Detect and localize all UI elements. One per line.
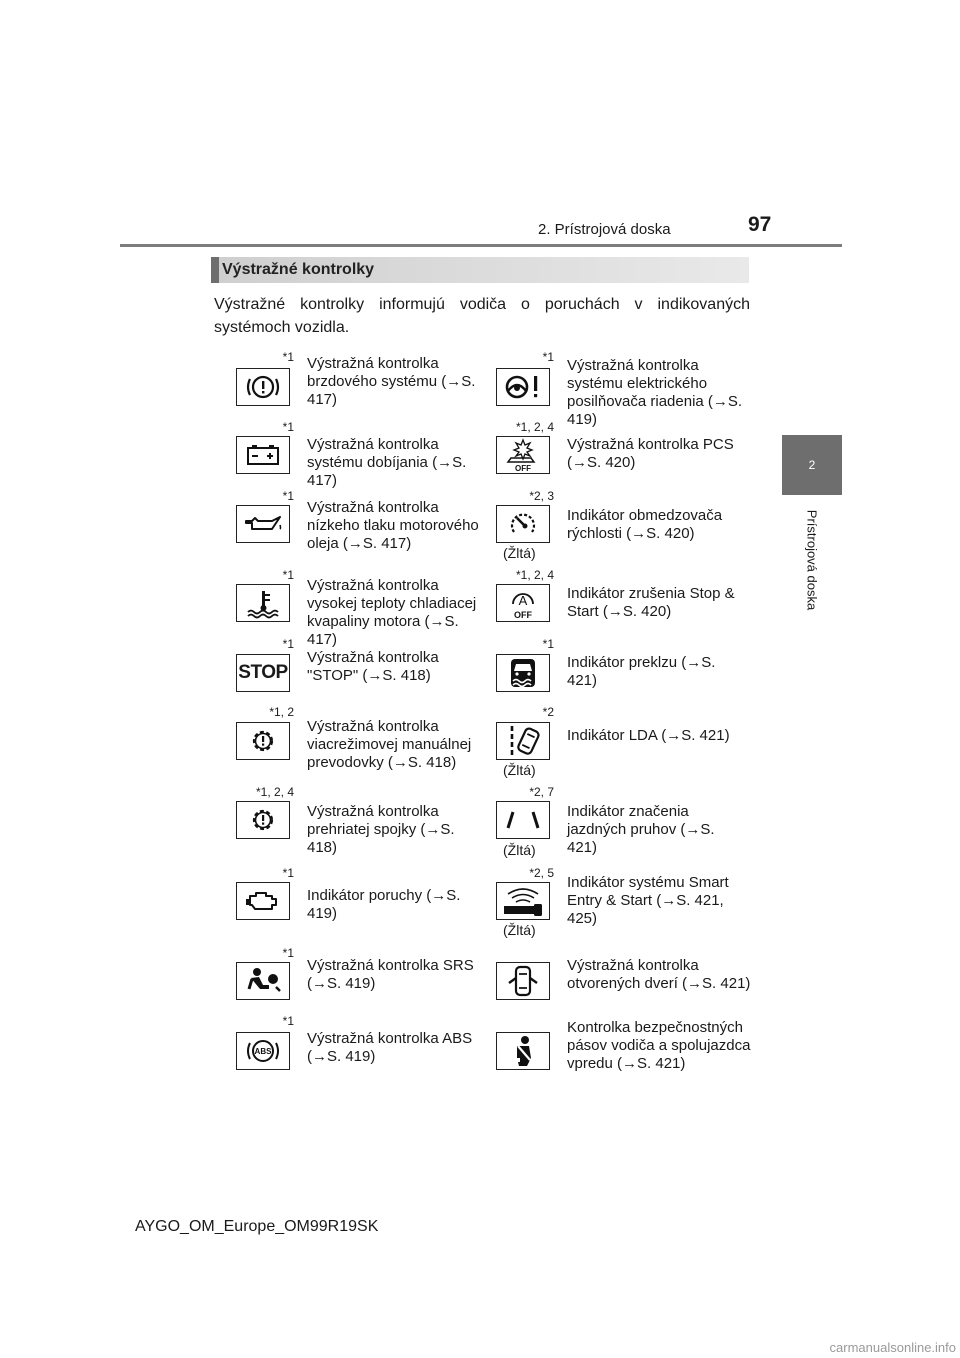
check-engine-icon: [236, 882, 290, 920]
item-description: Výstražná kontrolka systému elektrického posilňovača riadenia (→S. 419): [567, 357, 743, 428]
footnote-ref: *1: [282, 489, 294, 503]
clutch-gear-icon: [236, 801, 290, 839]
item-description: Výstražná kontrolka ABS (→S. 419): [307, 1030, 473, 1065]
color-note: (Žltá): [503, 842, 536, 858]
power-steering-icon: [496, 368, 550, 406]
footnote-ref: *1, 2, 4: [255, 785, 294, 799]
seatbelt-icon: [496, 1032, 550, 1070]
footnote-ref: *1: [282, 946, 294, 960]
footnote-ref: *1: [282, 420, 294, 434]
item-description: Indikátor LDA (→S. 421): [567, 727, 730, 744]
lane-marking-icon: [496, 801, 550, 839]
abs-icon-text: ABS: [254, 1047, 272, 1056]
footnote-ref: *1: [542, 637, 554, 651]
item-description: Kontrolka bezpečnostných pásov vodiča a spolujazdca vpredu (→S. 421): [567, 1019, 751, 1072]
page-number: 97: [748, 213, 772, 236]
item-description: Indikátor značenia jazdných pruhov (→S. 421): [567, 803, 715, 856]
chapter-tab[interactable]: [782, 435, 842, 495]
footnote-ref: *1: [282, 637, 294, 651]
chapter-tab-number: 2: [808, 458, 816, 472]
slip-indicator-icon: [496, 654, 550, 692]
footnote-ref: *1: [282, 1014, 294, 1028]
item-description: Výstražná kontrolka brzdového systému (→S. 417): [307, 355, 476, 408]
footnote-ref: *2, 7: [529, 785, 554, 799]
svg-text:A: A: [518, 593, 528, 608]
abs-icon: [236, 1032, 290, 1070]
oil-can-icon: [236, 505, 290, 543]
item-description: Výstražná kontrolka vysokej teploty chladiacej kvapaliny motora (→S. 417): [307, 577, 477, 648]
footer-code: AYGO_OM_Europe_OM99R19SK: [135, 1218, 379, 1235]
footnote-ref: *1: [282, 350, 294, 364]
lda-icon: [496, 722, 550, 760]
footnote-ref: *1, 2: [269, 705, 294, 719]
item-description: Výstražná kontrolka viacrežimovej manuálnej prevodovky (→S. 418): [307, 718, 472, 771]
item-description: Výstražná kontrolka nízkeho tlaku motorového oleja (→S. 417): [307, 499, 479, 552]
footnote-ref: *2, 3: [529, 489, 554, 503]
pcs-off-text: OFF: [515, 464, 531, 472]
speed-limiter-icon: [496, 505, 550, 543]
section-intro: Výstražné kontrolky informujú vodiča o poruchách v indikovaných systémoch vozidla.: [214, 296, 750, 336]
stop-icon: [236, 654, 290, 692]
chapter-tab-label: Prístrojová doska: [804, 509, 820, 611]
stop-start-off-icon: [496, 584, 550, 622]
item-description: Výstražná kontrolka otvorených dverí (→S. 421): [567, 957, 751, 992]
footnote-ref: *1: [542, 350, 554, 364]
open-door-icon: [496, 962, 550, 1000]
stop-icon-text: STOP: [238, 662, 288, 683]
brake-warning-icon: [236, 368, 290, 406]
footnote-ref: *1, 2, 4: [515, 568, 554, 582]
item-description: Výstražná kontrolka systému dobíjania (→S. 417): [307, 436, 467, 489]
footnote-ref: *2, 5: [529, 866, 554, 880]
airbag-icon: [236, 962, 290, 1000]
item-description: Indikátor preklzu (→S. 421): [567, 654, 716, 689]
smart-key-icon: [496, 882, 550, 920]
header-rule: [120, 244, 842, 247]
item-description: Výstražná kontrolka "STOP" (→S. 418): [307, 649, 439, 684]
color-note: (Žltá): [503, 762, 536, 778]
header-section-title: 2. Prístrojová doska: [538, 221, 671, 238]
coolant-temperature-icon: [236, 584, 290, 622]
color-note: (Žltá): [503, 922, 536, 938]
watermark-text: carmanualsonline.info: [829, 1340, 956, 1355]
pcs-off-icon: [496, 436, 550, 474]
transmission-gear-icon: [236, 722, 290, 760]
footnote-ref: *1: [282, 568, 294, 582]
item-description: Výstražná kontrolka PCS (→S. 420): [567, 436, 734, 471]
item-description: Indikátor systému Smart Entry & Start (→S. 421, 425): [567, 874, 729, 927]
footnote-ref: *1, 2, 4: [515, 420, 554, 434]
battery-icon: [236, 436, 290, 474]
footnote-ref: *1: [282, 866, 294, 880]
item-description: Indikátor obmedzovača rýchlosti (→S. 420): [567, 507, 723, 542]
item-description: Indikátor poruchy (→S. 419): [307, 887, 461, 922]
item-description: Výstražná kontrolka SRS (→S. 419): [307, 957, 474, 992]
stop-start-off-text: OFF: [514, 610, 532, 620]
section-title: Výstražné kontrolky: [222, 261, 375, 278]
item-description: Indikátor zrušenia Stop & Start (→S. 420): [567, 585, 735, 620]
footnote-ref: *2: [542, 705, 554, 719]
color-note: (Žltá): [503, 545, 536, 561]
item-description: Výstražná kontrolka prehriatej spojky (→S. 418): [307, 803, 455, 856]
